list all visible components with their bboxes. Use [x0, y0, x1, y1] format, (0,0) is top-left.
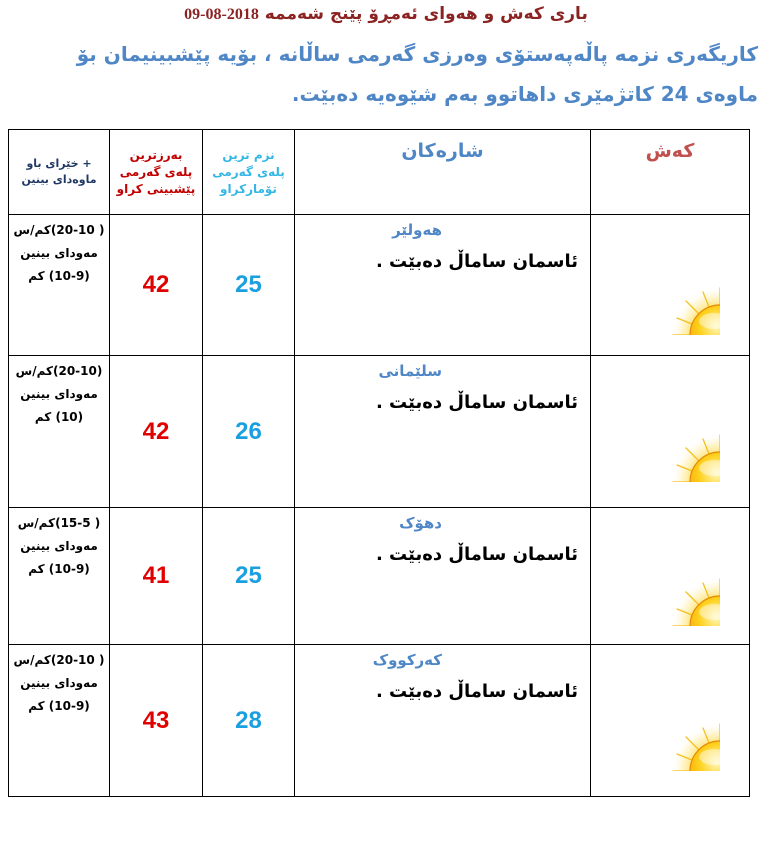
wind-speed: ( 20-10)کم/س [13, 223, 105, 237]
header-cities: شارەکان [295, 130, 591, 215]
weather-condition: ئاسمان ساماڵ دەبێت . [375, 681, 578, 702]
wind-speed: (20-10)کم/س [15, 364, 103, 378]
max-temp: 42 [110, 215, 203, 356]
visibility-value: (10) کم [34, 410, 84, 424]
header-min-line2: پلەی گەرمی [212, 164, 285, 179]
forecast-table [8, 129, 750, 797]
table-header-row [9, 130, 750, 215]
weather-icon-cell [591, 645, 750, 797]
weather-icon-cell [591, 356, 750, 508]
visibility-label: مەودای بینین [20, 387, 98, 401]
wind-speed: ( 20-10)کم/س [13, 653, 105, 667]
wind-speed: ( 15-5)کم/س [17, 516, 101, 530]
header-max-temp [110, 130, 203, 215]
max-temp: 42 [110, 356, 203, 508]
visibility-label: مەودای بینین [20, 676, 98, 690]
min-temp: 26 [203, 356, 295, 508]
header-wind-line1: خێرای باو + [26, 157, 92, 170]
forecast-intro: کاریگەری نزمە پاڵەپەستۆی وەرزی گەرمی ساڵانە ، بۆیە پێشبینیمان بۆ ماوەی 24 کاتژمێری داهاتوو بەم شێوەیە دەبێت. [76, 42, 758, 106]
sun-icon [620, 671, 720, 771]
table-row [9, 508, 750, 645]
visibility-value: (10-9) کم [28, 562, 90, 576]
city-name: هەولێر [392, 221, 442, 239]
city-name: سلێمانی [378, 362, 442, 380]
weather-condition: ئاسمان ساماڵ دەبێت . [375, 544, 578, 565]
page-title [0, 4, 772, 24]
weather-icon-cell [591, 215, 750, 356]
sun-icon [620, 382, 720, 482]
max-temp: 43 [110, 645, 203, 797]
header-min-line3: تۆمارکراو [220, 181, 277, 196]
min-temp: 25 [203, 508, 295, 645]
table-row [9, 356, 750, 508]
visibility-value: (10-9) کم [28, 269, 90, 283]
header-wind-visibility [9, 130, 110, 215]
min-temp: 25 [203, 215, 295, 356]
header-wind-line2: ماوەدای بینین [21, 173, 97, 186]
weather-condition: ئاسمان ساماڵ دەبێت . [375, 392, 578, 413]
city-cell [295, 215, 591, 356]
header-min-line1: نزم ترین [222, 147, 275, 162]
wind-visibility-cell [9, 508, 110, 645]
header-max-line3: پێشبینی کراو [116, 181, 196, 196]
table-row [9, 645, 750, 797]
header-max-line1: بەرزترین [129, 147, 183, 162]
wind-visibility-cell [9, 215, 110, 356]
wind-visibility-cell [9, 645, 110, 797]
max-temp: 41 [110, 508, 203, 645]
visibility-label: مەودای بینین [20, 539, 98, 553]
table-row [9, 215, 750, 356]
title-date: 2018-08-09 [184, 6, 259, 23]
weather-icon-cell [591, 508, 750, 645]
sun-icon [620, 235, 720, 335]
title-text: باری کەش و هەوای ئەمڕۆ پێنج شەممە [264, 4, 588, 24]
header-max-line2: پلەی گەرمی [119, 164, 193, 179]
city-name: کەرکووک [372, 651, 442, 669]
header-weather: کەش [591, 130, 750, 215]
city-cell [295, 645, 591, 797]
city-cell [295, 356, 591, 508]
visibility-label: مەودای بینین [20, 246, 98, 260]
min-temp: 28 [203, 645, 295, 797]
visibility-value: (10-9) کم [28, 699, 90, 713]
city-cell [295, 508, 591, 645]
city-name: دهۆک [399, 514, 442, 532]
weather-condition: ئاسمان ساماڵ دەبێت . [375, 251, 578, 272]
wind-visibility-cell [9, 356, 110, 508]
sun-icon [620, 526, 720, 626]
header-min-temp [203, 130, 295, 215]
